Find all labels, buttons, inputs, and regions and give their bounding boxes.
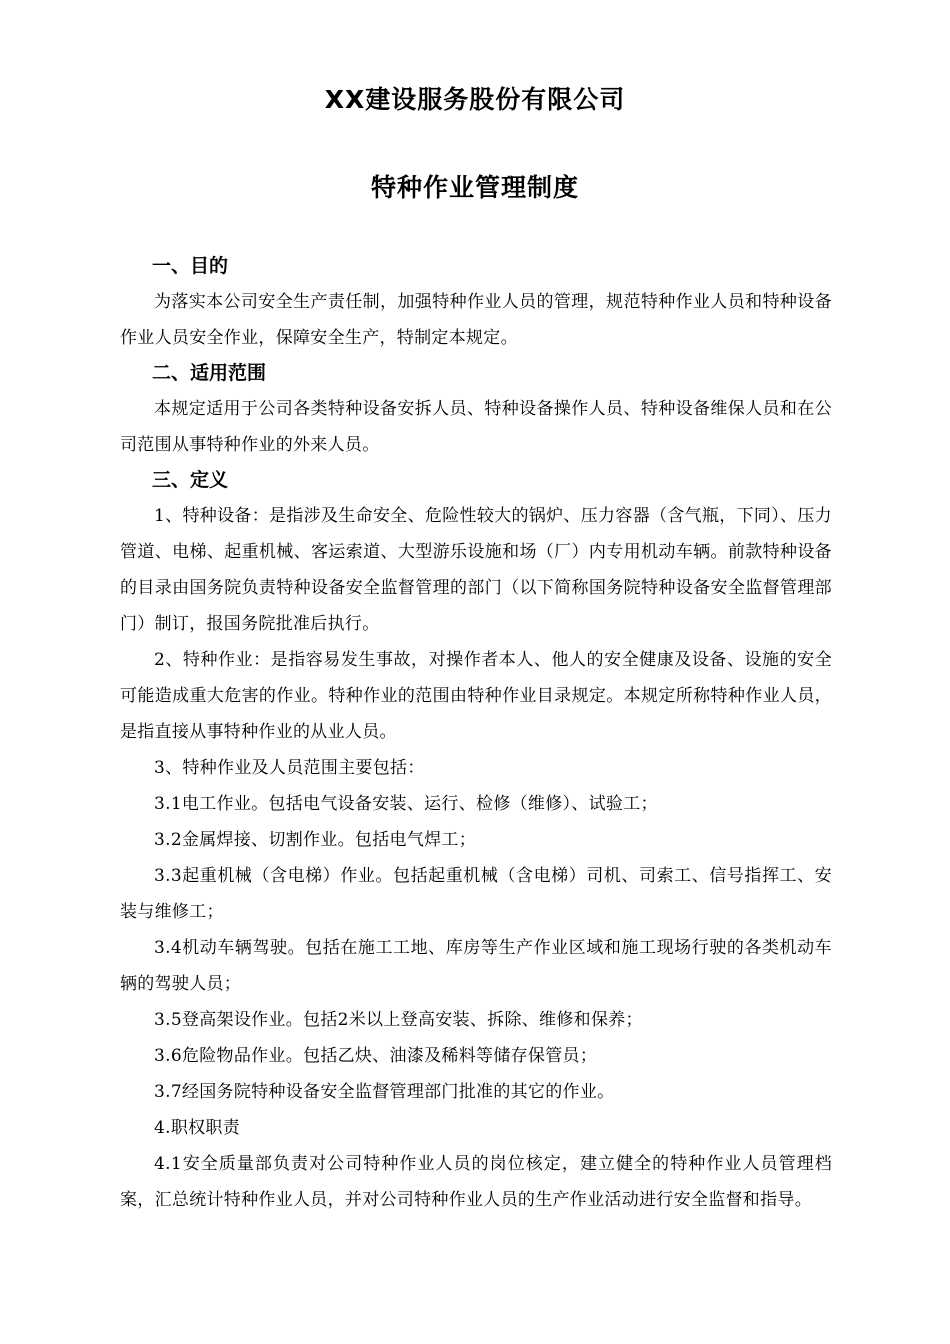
section-heading-definitions: 三、定义 (152, 469, 229, 491)
document-body (120, 249, 832, 1218)
paragraph-safety-dept: 4.1安全质量部负责对公司特种作业人员的岗位核定，建立健全的特种作业人员管理档案，汇总统计特种作业人员，并对公司特种作业人员的生产作业活动进行安全监督和指导。 (120, 1154, 832, 1210)
list-item-other: 3.7经国务院特种设备安全监督管理部门批准的其它的作业。 (154, 1082, 615, 1102)
section-heading-scope: 二、适用范围 (152, 362, 267, 384)
list-item-electrical: 3.1电工作业。包括电气设备安装、运行、检修（维修）、试验工； (154, 794, 658, 814)
subheading-responsibilities: 4.职权职责 (154, 1118, 241, 1138)
section-heading-purpose: 一、目的 (152, 255, 229, 277)
company-title: XX建设服务股份有限公司 (324, 85, 626, 114)
paragraph-special-equipment: 1、特种设备：是指涉及生命安全、危险性较大的锅炉、压力容器（含气瓶，下同）、压力管道、电梯、起重机械、客运索道、大型游乐设施和场（厂）内专用机动车辆。前款特种设备的目录由国务院负责特种设备安全监督管理的部门（以下简称国务院特种设备安全监督管理部门）制订，报国务院批准后执行。 (120, 506, 832, 634)
document-title: 特种作业管理制度 (370, 173, 579, 202)
paragraph: 为落实本公司安全生产责任制，加强特种作业人员的管理，规范特种作业人员和特种设备作业人员安全作业，保障安全生产，特制定本规定。 (120, 292, 832, 348)
list-item-hazardous: 3.6危险物品作业。包括乙炔、油漆及稀料等储存保管员； (154, 1046, 598, 1066)
paragraph: 本规定适用于公司各类特种设备安拆人员、特种设备操作人员、特种设备维保人员和在公司范围从事特种作业的外来人员。 (120, 399, 832, 455)
list-item-height-work: 3.5登高架设作业。包括2米以上登高安装、拆除、维修和保养； (154, 1010, 643, 1030)
paragraph-special-operations: 2、特种作业：是指容易发生事故，对操作者本人、他人的安全健康及设备、设施的安全可能造成重大危害的作业。特种作业的范围由特种作业目录规定。本规定所称特种作业人员，是指直接从事特种作业的从业人员。 (120, 650, 832, 742)
paragraph-scope-list-intro: 3、特种作业及人员范围主要包括： (154, 758, 425, 778)
list-item-lifting: 3.3起重机械（含电梯）作业。包括起重机械（含电梯）司机、司索工、信号指挥工、安装与维修工； (120, 866, 832, 922)
list-item-welding: 3.2金属焊接、切割作业。包括电气焊工； (154, 830, 477, 850)
list-item-vehicles: 3.4机动车辆驾驶。包括在施工工地、库房等生产作业区域和施工现场行驶的各类机动车辆的驾驶人员； (120, 938, 832, 994)
